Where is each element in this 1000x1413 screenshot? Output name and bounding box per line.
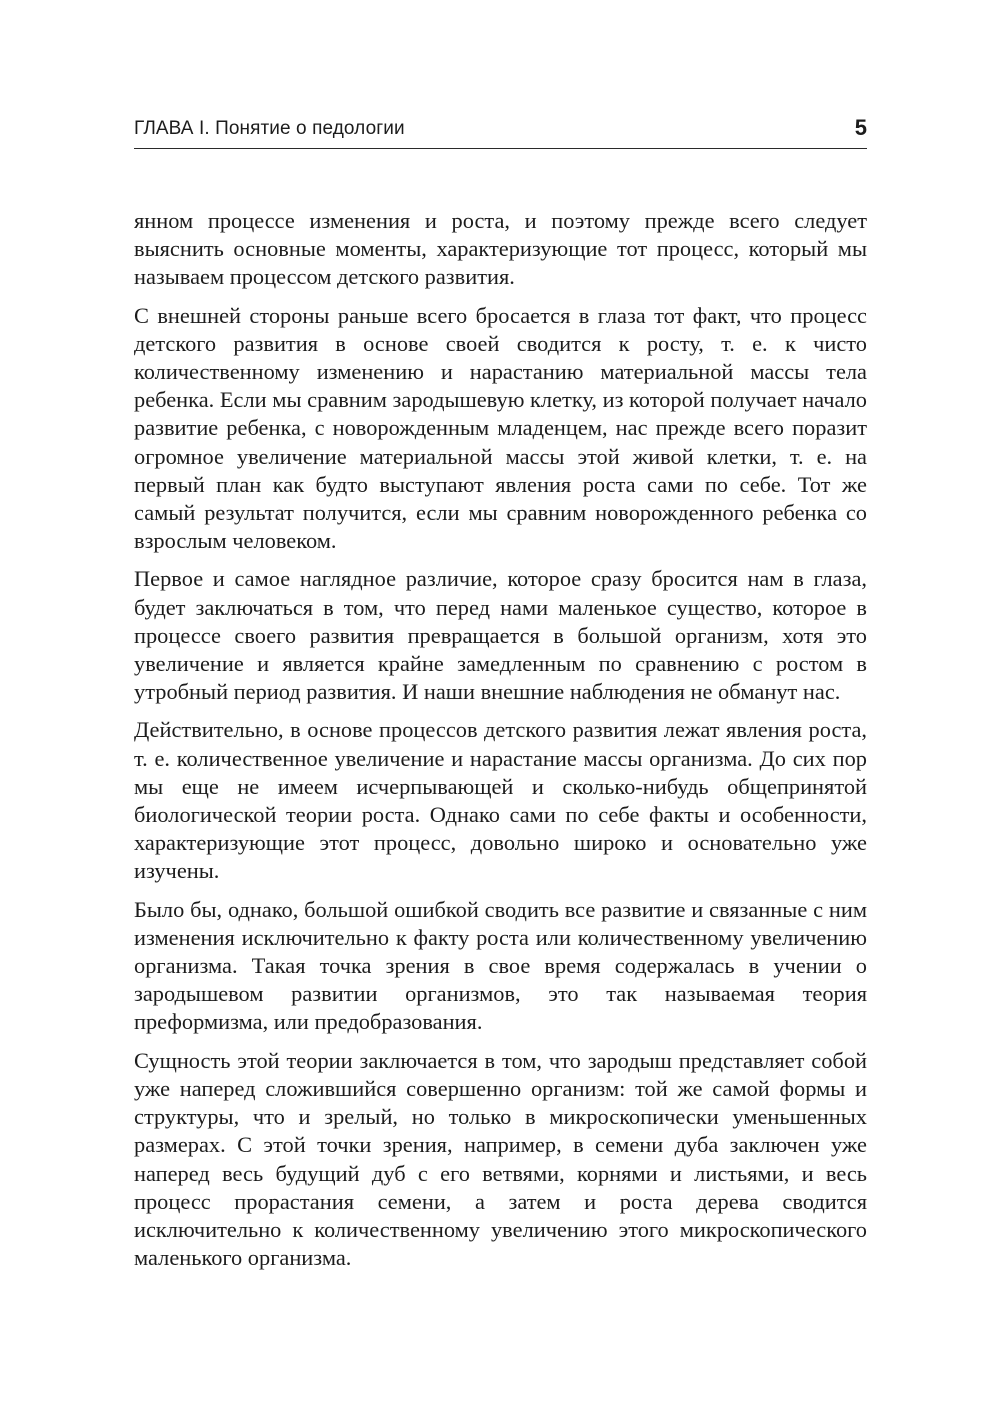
body-text xyxy=(134,207,867,1272)
page-number: 5 xyxy=(854,115,867,140)
paragraph: С внешней стороны раньше всего бросается в глаза тот факт, что процесс детского развития в основе своей сводится к росту, т. е. к чисто количественному изменению и нарастанию материальной массы тела ребенка. Если мы сравним зародышевую клетку, из которой получает начало развитие ребенка, с новорожденным младенцем, нас прежде всего поразит огромное увеличение материальной массы этой живой клетки, т. е. на первый план как будто выступают явления роста сами по себе. Тот же самый результат получится, если мы сравним новорожденного ребенка со взрослым человеком. xyxy=(134,302,867,554)
paragraph: Сущность этой теории заключается в том, что зародыш представляет собой уже наперед сложившийся совершенно организм: той же самой формы и структуры, что и зрелый, но только в микроскопически уменьшенных размерах. С этой точки зрения, например, в семени дуба заключен уже наперед весь будущий дуб с его ветвями, корнями и листьями, и весь процесс прорастания семени, а затем и роста дерева сводится исключительно к количественному увеличению этого микроскопического маленького организма. xyxy=(134,1047,867,1271)
chapter-title: ГЛАВА I. Понятие о педологии xyxy=(134,118,405,139)
paragraph: янном процессе изменения и роста, и поэтому прежде всего следует выяснить основные моменты, характеризующие тот процесс, который мы называем процессом детского развития. xyxy=(134,208,867,290)
paragraph: Первое и самое наглядное различие, которое сразу бросится нам в глаза, будет заключаться в том, что перед нами маленькое существо, которое в процессе своего развития превращается в большой организм, хотя это увеличение и является крайне замедленным по сравнению с ростом в утробный период развития. И наши внешние наблюдения не обманут нас. xyxy=(134,566,867,705)
paragraph: Было бы, однако, большой ошибкой сводить все развитие и связанные с ним изменения исключительно к факту роста или количественному увеличению организма. Такая точка зрения в свое время содержалась в учении о зародышевом развитии организмов, это так называемая теория преформизма, или предобразования. xyxy=(134,896,867,1035)
paragraph: Действительно, в основе процессов детского развития лежат явления роста, т. е. количественное увеличение и нарастание массы организма. До сих пор мы еще не имеем исчерпывающей и сколько-нибудь общепринятой биологической теории роста. Однако сами по себе факты и особенности, характеризующие этот процесс, довольно широко и основательно уже изучены. xyxy=(134,717,867,884)
running-header xyxy=(134,112,867,149)
